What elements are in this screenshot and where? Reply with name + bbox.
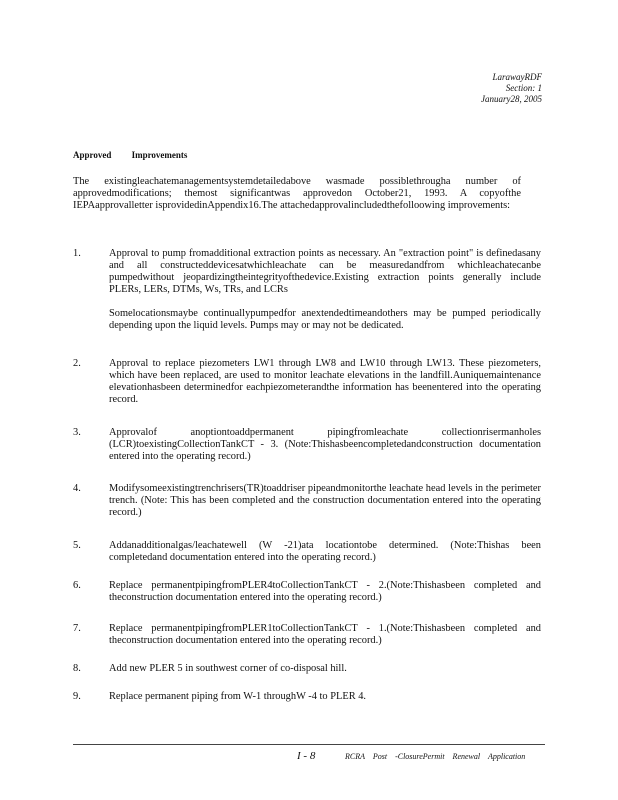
item-text	[109, 248, 541, 332]
item-text: Approvalof anoptiontoaddpermanent pipingfromleachate collectionrisermanholes (LCR)toexistingCollectionTankCT - 3. (Note:Thishasbeencompletedandconstruction documentation entered into the operating record.)	[109, 427, 541, 462]
document-header	[481, 72, 542, 105]
item-number: 3.	[73, 427, 81, 438]
footer-title: RCRA Post -ClosurePermit Renewal Application	[345, 752, 526, 761]
item-number: 9.	[73, 691, 81, 702]
header-date: January28, 2005	[481, 94, 542, 104]
item-text: Replace permanentpipingfromPLER1toCollectionTankCT - 1.(Note:Thishasbeen completed and theconstruction documentation entered into the operating record.)	[109, 623, 541, 646]
item-text: Replace permanent piping from W-1 throughW -4 to PLER 4.	[109, 691, 367, 702]
item-number: 1.	[73, 248, 81, 259]
header-section: Section: 1	[505, 83, 542, 93]
item-number: 5.	[73, 540, 81, 551]
section-title: Approved Improvements	[73, 150, 188, 160]
item-text: Add new PLER 5 in southwest corner of co-disposal hill.	[109, 663, 347, 674]
intro-paragraph: The existingleachatemanagementsystemdetailedabove wasmade possiblethrougha number of approvedmodifications; themost significantwas approvedon October21, 1993. A copyofthe IEPAapprovalletter isprovidedinAppendix16.The attachedapprovalincludedthefolloowing improvements:	[73, 176, 521, 211]
item-body: Approval to pump fromadditional extraction points as necessary. An "extraction point" is definedasany and all constructeddevicesatwhichleachate can be measuredandfrom whichleachatecanbe pumpedwithout jeopardizingtheintegrityofthedevice.Existing extraction points generally include PLERs, LERs, DTMs, Ws, TRs, and LCRs	[109, 248, 541, 295]
header-facility: LarawayRDF	[492, 72, 542, 82]
item-subtext: Somelocationsmaybe continuallypumpedfor anextendedtimeandothers may be pumped periodically depending upon the liquid levels. Pumps may or may not be dedicated.	[109, 308, 541, 331]
footer-divider	[73, 744, 545, 745]
item-number: 7.	[73, 623, 81, 634]
item-number: 4.	[73, 483, 81, 494]
item-number: 6.	[73, 580, 81, 591]
item-text: Modifysomeexistingtrenchrisers(TR)toaddriser pipeandmonitorthe leachate head levels in the perimeter trench. (Note: This has been completed and the construction documentation entered into the operating record.)	[109, 483, 541, 518]
item-number: 8.	[73, 663, 81, 674]
item-text: Approval to replace piezometers LW1 through LW8 and LW10 through LW13. These piezometers, which have been replaced, are used to monitor leachate elevations in the landfill.Auniquemaintenance elevationhasbeen determinedfor eachpiezometerandthe information has beenentered into the operating record.	[109, 358, 541, 405]
item-number: 2.	[73, 358, 81, 369]
item-text: Replace permanentpipingfromPLER4toCollectionTankCT - 2.(Note:Thishasbeen completed and theconstruction documentation entered into the operating record.)	[109, 580, 541, 603]
page-number: I - 8	[297, 750, 316, 762]
item-text: Addanadditionalgas/leachatewell (W -21)ata locationtobe determined. (Note:Thishas been completedand documentation entered into the operating record.)	[109, 540, 541, 563]
